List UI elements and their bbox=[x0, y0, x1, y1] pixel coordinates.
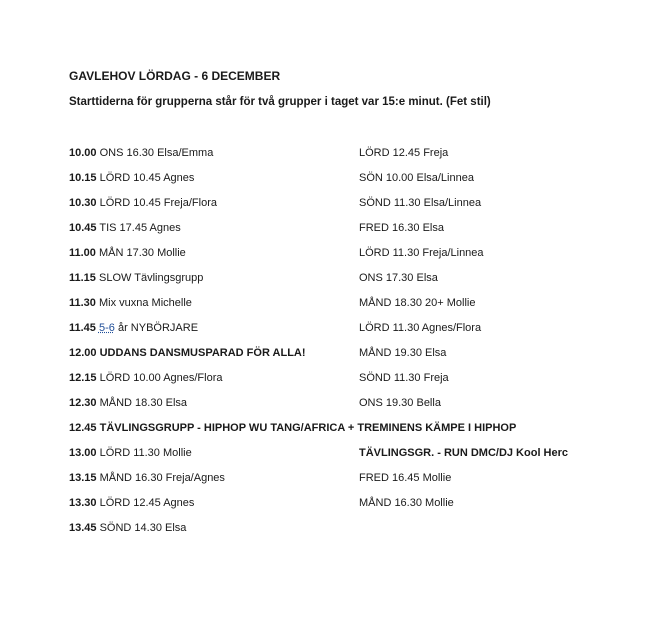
page-title: GAVLEHOV LÖRDAG - 6 DECEMBER bbox=[69, 69, 281, 83]
group-right-bold: TÄVLINGSGR. bbox=[359, 447, 435, 459]
group-right: ONS 17.30 Elsa bbox=[359, 272, 438, 284]
start-time: 12.45 bbox=[69, 422, 97, 434]
group-left: LÖRD 10.45 Freja/Flora bbox=[99, 197, 217, 209]
group-right: LÖRD 11.30 Agnes/Flora bbox=[359, 322, 482, 334]
start-time: 10.00 bbox=[69, 147, 97, 159]
schedule-row bbox=[69, 371, 629, 396]
schedule-row bbox=[69, 196, 629, 221]
group-full: TÄVLINGSGRUPP - HIPHOP WU TANG/AFRICA + TREMINENS KÄMPE I HIPHOP bbox=[99, 422, 517, 434]
group-left: LÖRD 10.45 Agnes bbox=[99, 172, 195, 184]
page-subtitle: Starttiderna för grupperna står för två grupper i taget var 15:e minut. (Fet stil) bbox=[69, 96, 491, 108]
group-left: ONS 16.30 Elsa/Emma bbox=[99, 147, 214, 159]
schedule-row bbox=[69, 271, 629, 296]
schedule-row bbox=[69, 321, 629, 346]
start-time: 10.45 bbox=[69, 222, 97, 234]
start-time: 12.15 bbox=[69, 372, 97, 384]
group-right: LÖRD 12.45 Freja bbox=[359, 147, 449, 159]
schedule-row bbox=[69, 296, 629, 321]
group-left: LÖRD 11.30 Mollie bbox=[99, 447, 192, 459]
group-left: Mix vuxna Michelle bbox=[98, 297, 192, 309]
group-left: TIS 17.45 Agnes bbox=[99, 222, 181, 234]
schedule-row bbox=[69, 446, 629, 471]
group-right: MÅND 16.30 Mollie bbox=[359, 497, 454, 509]
schedule-row bbox=[69, 421, 629, 446]
group-left: SÖND 14.30 Elsa bbox=[99, 522, 187, 534]
group-right: MÅND 18.30 20+ Mollie bbox=[359, 297, 476, 309]
group-right: FRED 16.30 Elsa bbox=[359, 222, 444, 234]
document bbox=[69, 69, 629, 546]
start-time: 12.00 bbox=[69, 347, 97, 359]
group-left: UDDANS DANSMUSPARAD FÖR ALLA! bbox=[99, 347, 306, 359]
group-left: MÅND 16.30 Freja/Agnes bbox=[99, 472, 225, 484]
group-right: - RUN DMC/DJ Kool Herc bbox=[434, 447, 569, 459]
age-link[interactable]: 5-6 bbox=[98, 322, 115, 334]
schedule-row bbox=[69, 496, 629, 521]
schedule-row bbox=[69, 246, 629, 271]
group-left: MÅN 17.30 Mollie bbox=[98, 247, 186, 259]
group-right: LÖRD 11.30 Freja/Linnea bbox=[359, 247, 484, 259]
start-time: 12.30 bbox=[69, 397, 97, 409]
start-time: 11.00 bbox=[69, 247, 96, 259]
start-time: 13.15 bbox=[69, 472, 97, 484]
start-time: 13.00 bbox=[69, 447, 97, 459]
start-time: 13.30 bbox=[69, 497, 97, 509]
schedule-row bbox=[69, 471, 629, 496]
schedule-row bbox=[69, 396, 629, 421]
schedule-row bbox=[69, 346, 629, 371]
schedule bbox=[69, 146, 629, 546]
group-right: SÖN 10.00 Elsa/Linnea bbox=[359, 172, 474, 184]
group-right: FRED 16.45 Mollie bbox=[359, 472, 452, 484]
start-time: 11.15 bbox=[69, 272, 96, 284]
start-time: 11.45 bbox=[69, 322, 96, 334]
group-right: SÖND 11.30 Elsa/Linnea bbox=[359, 197, 482, 209]
schedule-row bbox=[69, 221, 629, 246]
group-left: LÖRD 12.45 Agnes bbox=[99, 497, 195, 509]
group-left: år NYBÖRJARE bbox=[117, 322, 199, 334]
start-time: 13.45 bbox=[69, 522, 97, 534]
start-time: 10.30 bbox=[69, 197, 97, 209]
group-left: LÖRD 10.00 Agnes/Flora bbox=[99, 372, 223, 384]
group-left: MÅND 18.30 Elsa bbox=[99, 397, 188, 409]
schedule-row bbox=[69, 171, 629, 196]
start-time: 10.15 bbox=[69, 172, 97, 184]
schedule-row bbox=[69, 521, 629, 546]
start-time: 11.30 bbox=[69, 297, 96, 309]
group-right: SÖND 11.30 Freja bbox=[359, 372, 449, 384]
schedule-row bbox=[69, 146, 629, 171]
group-right: MÅND 19.30 Elsa bbox=[359, 347, 447, 359]
group-left: SLOW Tävlingsgrupp bbox=[98, 272, 204, 284]
group-right: ONS 19.30 Bella bbox=[359, 397, 441, 409]
